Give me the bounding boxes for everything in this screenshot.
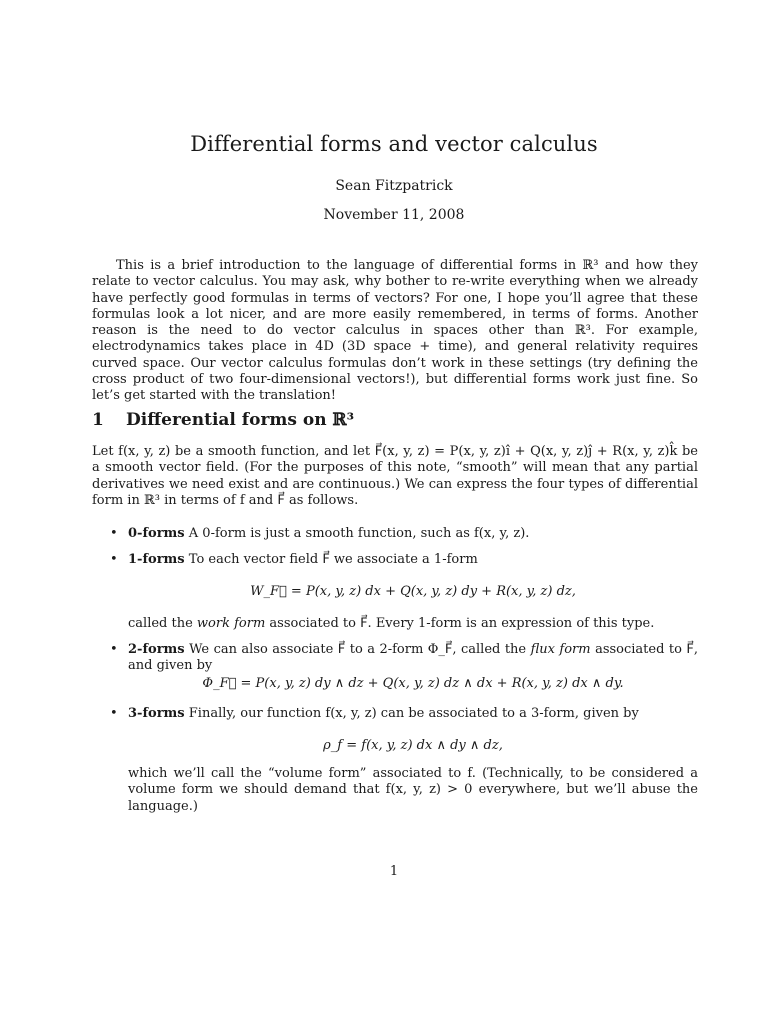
page-number: 1 (389, 864, 399, 879)
bullet-icon: • (110, 526, 118, 541)
abstract-paragraph: This is a brief introduction to the language of differential forms in ℝ³ and how they relate to vector calculus. You may ask, why bother to re-write everything when we already have perfectly good formulas in terms of vectors? For one, I hope you’ll agree that these formulas look a lot nicer, and are more easily remembered, in terms of forms. Another reason is the need to do vector calculus in spaces other than ℝ³. For example, electrodynamics takes place in 4D (3D space + time), and general relativity requires curved space. Our vector calculus formulas don’t work in these settings (try defining the cross product of two four-dimensional vectors!), but differential forms work just fine. So let’s get started with the translation! (92, 258, 698, 404)
section-heading (92, 410, 698, 430)
work-form-equation: W_F⃗ = P(x, y, z) dx + Q(x, y, z) dy + R(x, y, z) dz, (250, 584, 576, 599)
document-page: Differential forms and vector calculus Sean Fitzpatrick November 11, 2008 This is a brief introduction to the language of differential forms in ℝ³ and how they relate to vector calculus. You may ask, why bother to re-write everything when we already have perfectly good formulas in terms of vectors? For one, I hope you’ll agree that these formulas look a lot nicer, and are more easily remembered, in terms of forms. Another reason is the need to do vector calculus in spaces other than ℝ³. For example, electrodynamics takes place in 4D (3D space + time), and general relativity requires curved space. Our vector calculus formulas don’t work in these settings (try defining the cross product of two four-dimensional vectors!), but differential forms work just fine. So let’s get started with the translation! 1 Differential forms on ℝ³ Let f(x, y, z) be a smooth function, and let F⃗(x, y, z) = P(x, y, z)ı̂ + Q(x, y, z)ȷ̂ + R(x, y, z)k̂ be a smooth vector field. (For the purposes of this note, “smooth” will mean that any partial derivatives we need exist and are continuous.) We can express the four types of differential form in ℝ³ in terms of f and F⃗ as follows. • 0-forms A 0-form is just a smooth function, such as f(x, y, z). • 1-forms To each vector field F⃗ we associate a 1-form W_F⃗ = P(x, y, z) dx + Q(x, y, z) dy + R(x, y, z) dz, called the work form associated to F⃗. Every 1-form is an expression of this type. • 2-forms We can also associate F⃗ to a 2-form Φ_F⃗, called the flux form associated to F⃗, and given by Φ_F⃗ = P(x, y, z) dy ∧ dz + Q(x, y, z) dz ∧ dx + R(x, y, z) dx ∧ dy. • 3-forms Finally, our function f(x, y, z) can be associated to a 3-form, given by ρ_f = f(x, y, z) dx ∧ dy ∧ dz, which we’ll call the “volume form” associated to f. (Technically, to be considered a volume form we should demand that f(x, y, z) > 0 everywhere, but we’ll abuse the language.) 1 (0, 0, 768, 1024)
item-text: To each vector field F⃗ we associate a 1-form (188, 552, 478, 567)
document-date: November 11, 2008 (323, 207, 465, 223)
emphasis-work-form: work form (196, 616, 266, 631)
item-text: A 0-form is just a smooth function, such as f(x, y, z). (188, 526, 530, 541)
document-author: Sean Fitzpatrick (335, 178, 453, 194)
document-title: Differential forms and vector calculus (190, 132, 598, 156)
intro-paragraph: Let f(x, y, z) be a smooth function, and let F⃗(x, y, z) = P(x, y, z)ı̂ + Q(x, y, z)ȷ̂ + R(x, y, z)k̂ be a smooth vector field. (For the purposes of this note, “smooth” will mean that any partial derivatives we need exist and are continuous.) We can express the four types of differential form in ℝ³ in terms of f and F⃗ as follows. (92, 444, 698, 508)
bullet-icon: • (110, 552, 118, 567)
bullet-icon: • (110, 642, 118, 657)
bullet-icon: • (110, 706, 118, 721)
flux-form-equation: Φ_F⃗ = P(x, y, z) dy ∧ dz + Q(x, y, z) dz ∧ dx + R(x, y, z) dx ∧ dy. (202, 676, 624, 691)
volume-form-equation: ρ_f = f(x, y, z) dx ∧ dy ∧ dz, (323, 738, 503, 753)
item-term: 2-forms (128, 642, 185, 657)
emphasis-flux-form: flux form (530, 642, 591, 657)
section-title: Differential forms on ℝ³ (126, 410, 355, 430)
item-followup: called the work form associated to F⃗. Every 1-form is an expression of this type. (128, 616, 655, 631)
section-number: 1 (92, 410, 104, 430)
item-followup: which we’ll call the “volume form” associated to f. (Technically, to be considered a volume form we should demand that f(x, y, z) > 0 everywhere, but we’ll abuse the language.) (128, 766, 698, 814)
item-term: 0-forms (128, 526, 185, 541)
item-term: 3-forms (128, 706, 185, 721)
item-term: 1-forms (128, 552, 185, 567)
item-text: Finally, our function f(x, y, z) can be associated to a 3-form, given by (188, 706, 639, 721)
